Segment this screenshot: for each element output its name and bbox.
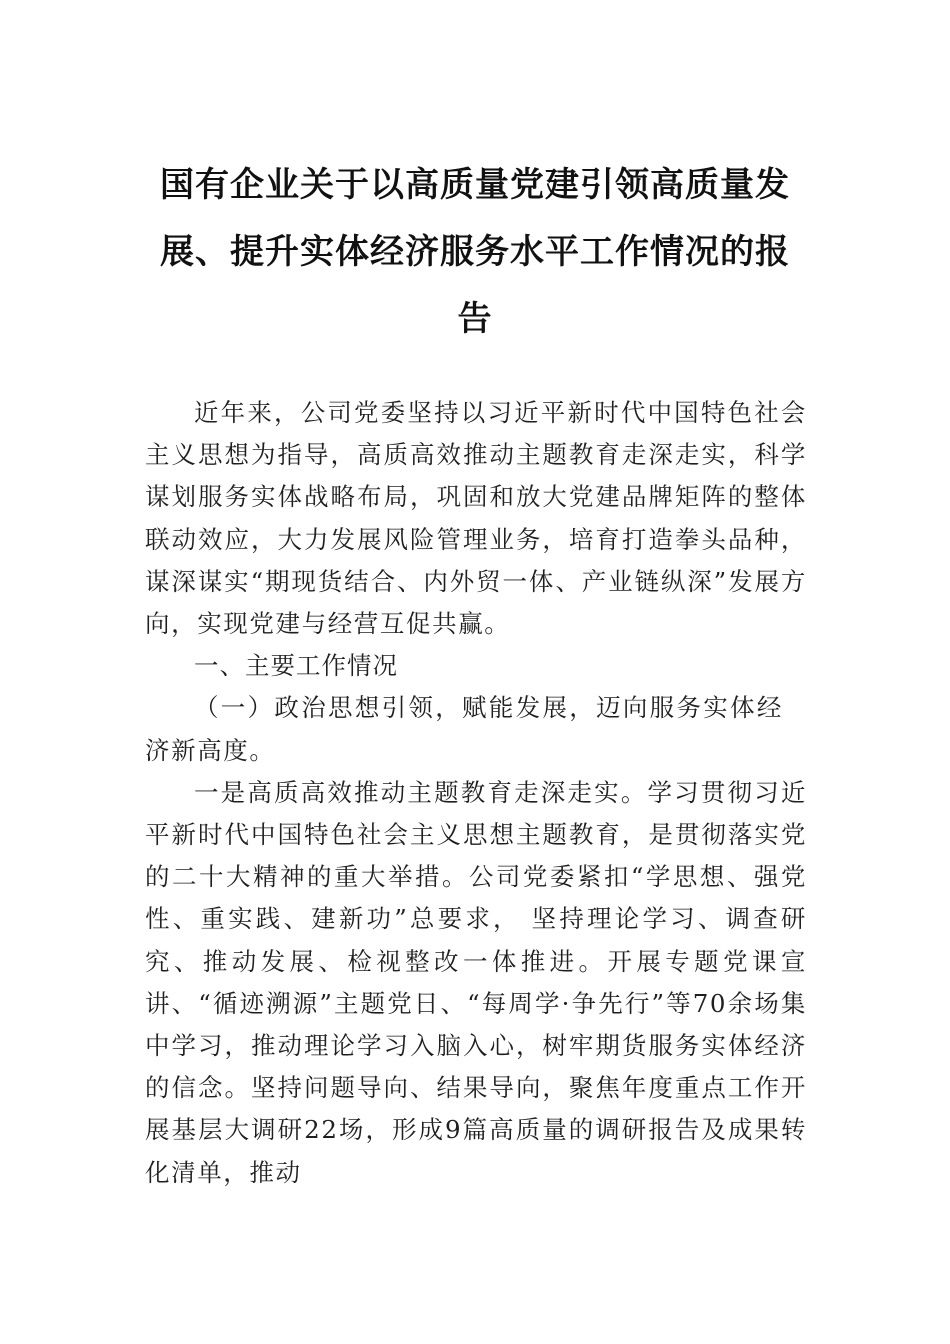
section-heading: 一、主要工作情况 — [194, 651, 398, 681]
intro-paragraph: 近年来，公司党委坚持以习近平新时代中国特色社会主义思想为指导，高质高效推动主题教育走深走实，科学谋划服务实体战略布局，巩固和放大党建品牌矩阵的整体联动效应，大力发展风险管理业务，培育打造拳头品种，谋深谋实“期现货结合、内外贸一体、产业链纵深”发展方向，实现党建与经营互促共赢。 — [145, 398, 807, 639]
subsection-heading: （一）政治思想引领，赋能发展，迈向服务实体经济新高度。 — [145, 693, 783, 765]
document-title: 国有企业关于以高质量党建引领高质量发展、提升实体经济服务水平工作情况的报告 — [160, 165, 790, 339]
body-paragraph: 一是高质高效推动主题教育走深走实。学习贯彻习近平新时代中国特色社会主义思想主题教育，是贯彻落实党的二十大精神的重大举措。公司党委紧扣“学思想、强党性、重实践、建新功”总要求， 坚持理论学习、调查研究、推动发展、检视整改一体推进。开展专题党课宣讲、“循迹溯源”主题党日、“每周学·争先行”等70余场集中学习，推动理论学习入脑入心，树牢期货服务实体经济的信念。坚持问题导向、结果导向，聚焦年度重点工作开展基层大调研22场，形成9篇高质量的调研报告及成果转化清单，推动 — [145, 777, 807, 1187]
document-body — [145, 392, 807, 1194]
